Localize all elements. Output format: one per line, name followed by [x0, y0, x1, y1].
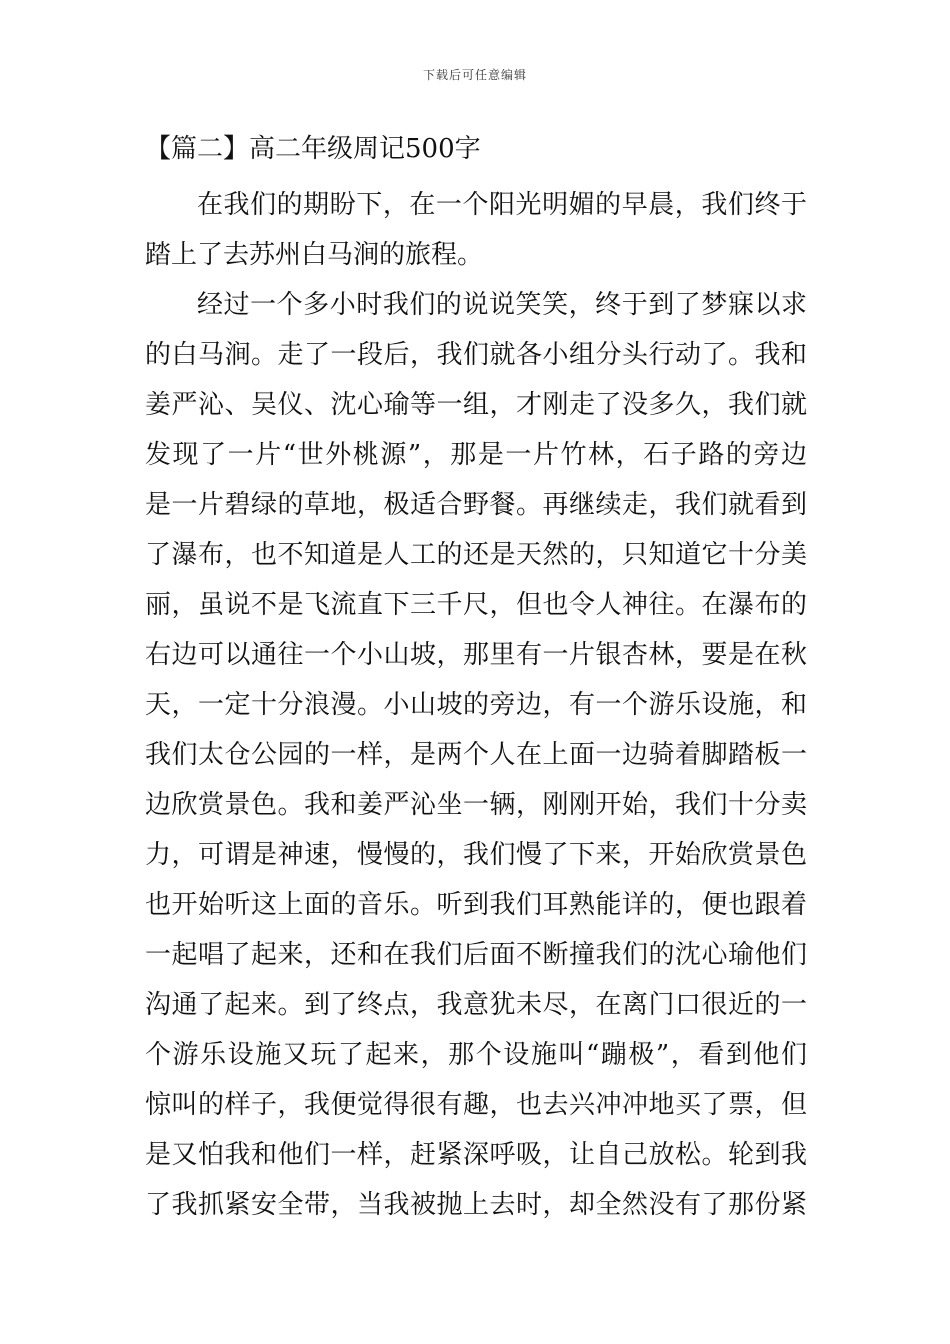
text-line: 也开始听这上面的音乐。听到我们耳熟能详的，便也跟着: [145, 890, 807, 920]
text-line: 丽，虽说不是飞流直下三千尺，但也令人神往。在瀑布的: [145, 590, 807, 620]
text-line: 发现了一片“世外桃源”，那是一片竹林，石子路的旁边: [145, 440, 807, 470]
essay-body: [145, 180, 807, 1230]
essay-title: 【篇二】高二年级周记500字: [145, 134, 481, 164]
text-line: 姜严沁、吴仪、沈心瑜等一组，才刚走了没多久，我们就: [145, 390, 807, 420]
text-line: 个游乐设施又玩了起来，那个设施叫“蹦极”，看到他们: [145, 1040, 807, 1070]
text-line: 天，一定十分浪漫。小山坡的旁边，有一个游乐设施，和: [145, 690, 807, 720]
text-line: 经过一个多小时我们的说说笑笑，终于到了梦寐以求: [197, 290, 807, 320]
text-line: 沟通了起来。到了终点，我意犹未尽，在离门口很近的一: [145, 990, 807, 1020]
text-line: 了我抓紧安全带，当我被抛上去时，却全然没有了那份紧: [145, 1190, 807, 1220]
text-line: 右边可以通往一个小山坡，那里有一片银杏林，要是在秋: [145, 640, 807, 670]
text-line: 在我们的期盼下，在一个阳光明媚的早晨，我们终于: [197, 190, 807, 220]
text-line: 踏上了去苏州白马涧的旅程。: [145, 240, 484, 270]
text-line: 力，可谓是神速，慢慢的，我们慢了下来，开始欣赏景色: [145, 840, 807, 870]
text-line: 是一片碧绿的草地，极适合野餐。再继续走，我们就看到: [145, 490, 807, 520]
text-line: 了瀑布，也不知道是人工的还是天然的，只知道它十分美: [145, 540, 807, 570]
text-line: 边欣赏景色。我和姜严沁坐一辆，刚刚开始，我们十分卖: [145, 790, 807, 820]
text-line: 的白马涧。走了一段后，我们就各小组分头行动了。我和: [145, 340, 807, 370]
text-line: 惊叫的样子，我便觉得很有趣，也去兴冲冲地买了票，但: [145, 1090, 807, 1120]
text-line: 我们太仓公园的一样，是两个人在上面一边骑着脚踏板一: [145, 740, 807, 770]
paragraph-2: [145, 280, 807, 1230]
text-line: 一起唱了起来，还和在我们后面不断撞我们的沈心瑜他们: [145, 940, 807, 970]
paragraph-1: [145, 180, 807, 280]
text-line: 是又怕我和他们一样，赶紧深呼吸，让自己放松。轮到我: [145, 1140, 807, 1170]
header-note: 下载后可任意编辑: [422, 68, 527, 82]
